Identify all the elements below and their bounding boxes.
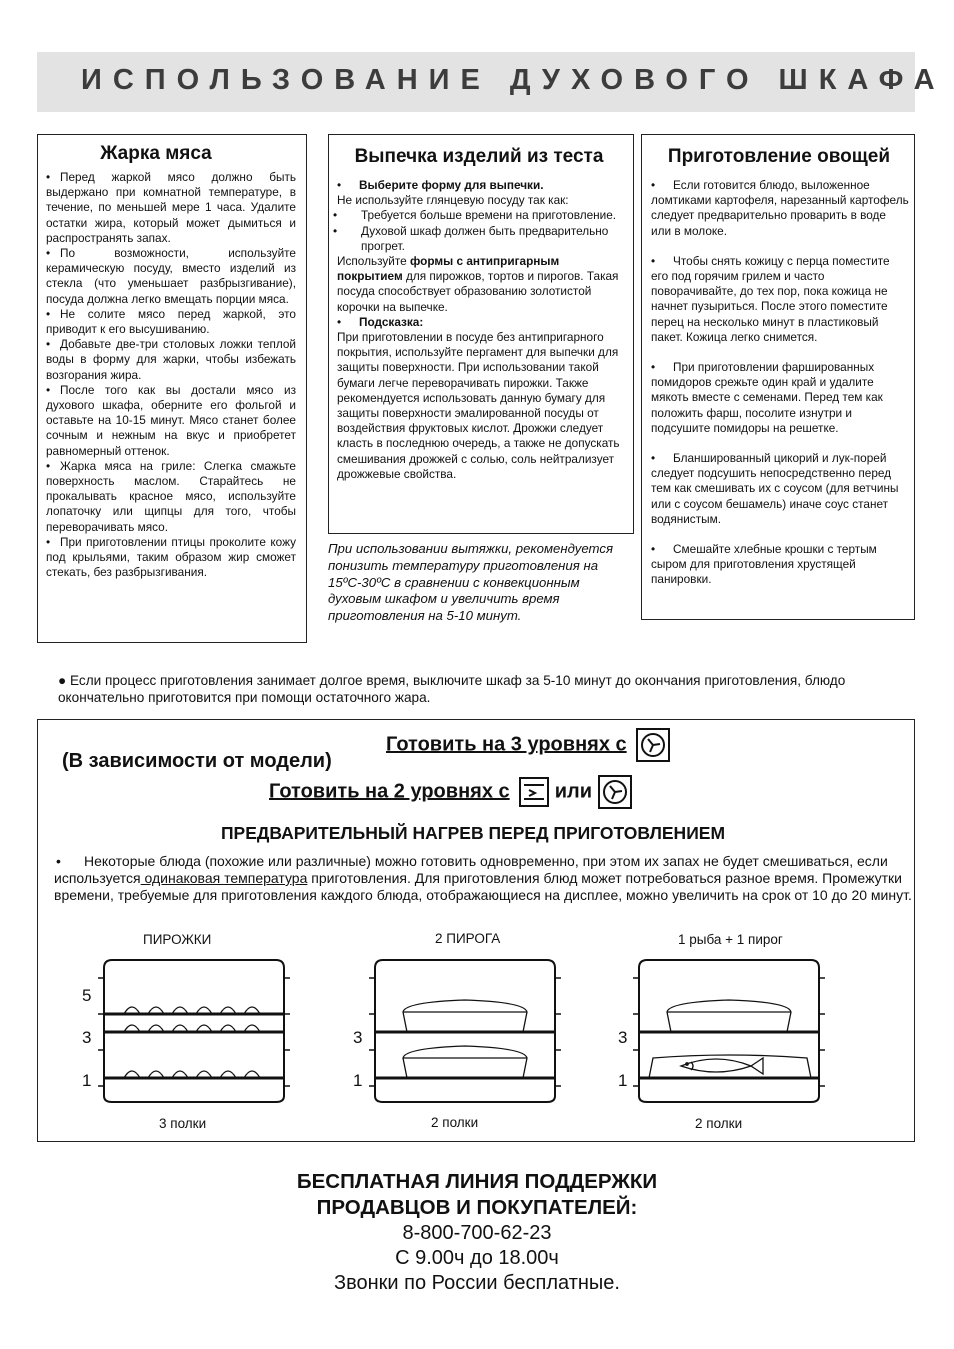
meat-item: • Перед жаркой мясо должно быть выдержано при комнатной температуре, в течение, по меньшей мере 1 часа. Удалите остатки жира, который может дымиться и распространять запах. xyxy=(46,170,296,245)
bottom-heat-fan-icon xyxy=(519,777,549,807)
diagram-label: 2 ПИРОГА xyxy=(435,931,501,946)
meat-item: • По возможности, используйте керамическую посуду, вместо изделий из стекла (что уменьшает разбрызгивание), посуда должна легко вмещать порции мяса. xyxy=(46,246,296,306)
page-title: ИСПОЛЬЗОВАНИЕ ДУХОВОГО ШКАФА xyxy=(81,64,946,96)
model-note: (В зависимости от модели) xyxy=(62,750,332,772)
diagram-label: ПИРОЖКИ xyxy=(143,932,212,947)
baking-form-head: • Выберите форму для выпечки. xyxy=(337,178,544,192)
shelf-level: 1 xyxy=(618,1071,628,1090)
baking-tip-text: При приготовлении в посуде без антипригарного покрытия, используйте пергамент для выпечки для защиты поверхности. При использовании такой бумаги легче переворачивать пирожки. Также рекомендуется использовать данную бумагу для защиты поверхности эмалированной посуды от воздействия фруктовых кислот. Дрожжи следует класть в последнюю очередь, а также не допускать смешивания дрожжей с солью, соль нейтрализует дрожжевые свойства. xyxy=(337,330,620,481)
baking-use-text: Используйте формы с антипригарным покрытием для пирожков, тортов и пирогов. Такая посуда способствует образованию золотистой корочки на выпечке. xyxy=(337,254,619,314)
baking-section xyxy=(328,134,634,534)
diagram-caption: 2 полки xyxy=(431,1115,479,1130)
meat-item: • Не солите мясо перед жаркой, это приводит к его высушиванию. xyxy=(46,306,296,337)
long-cooking-note: ● Если процесс приготовления занимает долгое время, выключите шкаф за 5-10 минут до окончания приготовления, блюдо окончательно приготовится при помощи остаточного жара. xyxy=(58,673,846,705)
support-phone: 8-800-700-62-23 xyxy=(402,1222,552,1244)
diagram-caption: 3 полки xyxy=(159,1116,207,1131)
shelf-level: 3 xyxy=(618,1028,628,1047)
multilevel-section xyxy=(37,719,915,1142)
fan-icon xyxy=(598,775,632,809)
meat-section xyxy=(37,134,307,643)
fan-icon xyxy=(636,728,670,762)
baking-sub-item: • Духовой шкаф должен быть предварительно прогрет. xyxy=(333,223,609,253)
hood-note: При использовании вытяжки, рекомендуется понизить температуру приготовления на 15ºC-30ºC в сравнении с конвекционным духовым шкафом и увеличить время приготовления на 5-10 минут. xyxy=(328,541,614,624)
shelf-level: 1 xyxy=(353,1071,363,1090)
multilevel-paragraph: • Некоторые блюда (похожие или различные) можно готовить одновременно, при этом их запах не будет смешиваться, если используется одинаковая температура приготовления. Для приготовления блюд может потребоваться разное время. Промежутки времени, требуемые для приготовления каждого блюда, отображающиеся на дисплее, можно увеличить на срок от 10 до 20 минут. xyxy=(54,853,912,903)
vegetables-section xyxy=(641,134,915,620)
baking-form-line: Не используйте глянцевую посуду так как: xyxy=(337,193,569,208)
oven-diagram-fish-cake xyxy=(611,956,861,1116)
oven-diagram-two-cakes xyxy=(347,956,597,1116)
veg-item: • При приготовлении фаршированных помидоров срежьте один край и удалите мякоть вместе с семенами. Перед тем как положить фарш, посолите изнутри и подсушите помидоры на решетке. xyxy=(651,360,883,435)
shelf-level: 1 xyxy=(82,1071,92,1090)
meat-item: • Жарка мяса на гриле: Слегка смажьте поверхность маслом. Старайтесь не прокалывать красное мясо, используйте лопаточку или щипцы для того, чтобы переворачивать мясо. xyxy=(46,458,296,534)
veg-item: • Смешайте хлебные крошки с тертым сыром для приготовления хрустящей панировки. xyxy=(651,542,877,587)
support-free-note: Звонки по России бесплатные. xyxy=(334,1272,620,1294)
support-line2: ПРОДАВЦОВ И ПОКУПАТЕЛЕЙ: xyxy=(316,1196,638,1219)
baking-sub-item: • Требуется больше времени на приготовление. xyxy=(333,208,617,223)
three-levels-line: Готовить на 3 уровнях с xyxy=(386,728,670,762)
vegetables-title: Приготовление овощей xyxy=(667,146,891,167)
meat-title: Жарка мяса xyxy=(100,143,212,164)
diagram-label: 1 рыба + 1 пирог xyxy=(678,932,783,947)
baking-tip-head: • Подсказка: xyxy=(337,314,424,329)
two-levels-line: Готовить на 2 уровнях с или xyxy=(269,775,632,809)
support-block xyxy=(0,1169,954,1296)
baking-title: Выпечка изделий из теста xyxy=(354,146,604,167)
oven-diagram-pies xyxy=(76,956,326,1116)
support-hours: С 9.00ч до 18.00ч xyxy=(395,1247,559,1269)
page-header xyxy=(37,52,946,112)
diagram-caption: 2 полки xyxy=(695,1116,743,1131)
meat-item: • Добавьте две-три столовых ложки теплой воды в форму для жарки, чтобы избежать возгорания жира. xyxy=(46,337,296,382)
veg-item: • Если готовится блюдо, выложенное ломтиками картофеля, нарезанный картофель следует предварительно проварить в воде или в молоке. xyxy=(651,178,909,238)
shelf-level: 5 xyxy=(82,986,92,1005)
shelf-level: 3 xyxy=(82,1028,92,1047)
shelf-level: 3 xyxy=(353,1028,363,1047)
support-line1: БЕСПЛАТНАЯ ЛИНИЯ ПОДДЕРЖКИ xyxy=(296,1170,658,1193)
preheat-title: ПРЕДВАРИТЕЛЬНЫЙ НАГРЕВ ПЕРЕД ПРИГОТОВЛЕНИЕМ xyxy=(220,823,726,843)
veg-item: • Чтобы снять кожицу с перца поместите его под горячим грилем и часто поворачивайте, до тех пор, пока кожица не начнет пузыриться. После этого поместите перец на несколько минут в пластиковый пакет. Кожица легко снимется. xyxy=(651,253,890,344)
meat-item: • При приготовлении птицы проколите кожу под крыльями, таким образом жир сможет стекать, без разбрызгивания. xyxy=(46,534,296,580)
veg-item: • Бланшированный цикорий и лук-порей следует подсушить непосредственно перед тем как смешивать их с соусом (для ветчины или с соусом бешамель) иначе соус станет водянистым. xyxy=(651,451,899,526)
meat-item: • После того как вы достали мясо из духового шкафа, оберните его фольгой и оставьте на 10-15 минут. Мясо станет более сочным и нежным на вкус и приобретет равномерный оттенок. xyxy=(46,382,296,458)
